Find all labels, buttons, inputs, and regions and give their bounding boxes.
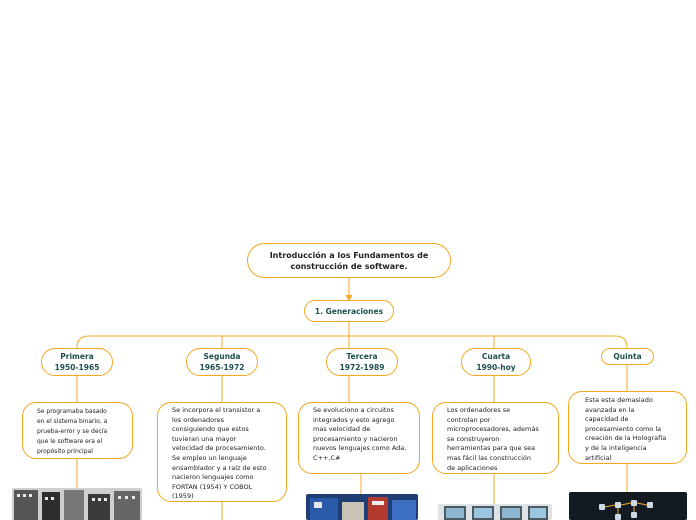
desc-text: Se incorpora el transistor a los ordenadores consiguiendo que estos tuvieran una mayor velocidad de procesamiento. Se empleo un lenguaje ensamblador y a raíz de esto nacieron lenguajes como FORTAN (1954) Y COBOL (1959) xyxy=(172,406,267,501)
era-node-segunda[interactable] xyxy=(186,348,258,376)
era-node-primera[interactable] xyxy=(41,348,113,376)
desc-node-segunda[interactable] xyxy=(157,402,287,502)
first-generation-computer-photo xyxy=(12,488,142,520)
era-node-tercera[interactable] xyxy=(326,348,398,376)
desc-node-quinta[interactable] xyxy=(568,391,687,464)
desc-text: Los ordenadores se controlan por microprocesadores, además se construyeron herramientas para que sea mas fácil las construcción de aplicaciones xyxy=(447,406,539,472)
desc-text: Esta esta demasiado avanzada en la capacidad de procesamiento como la creación de la Holografía y de la inteligencia artificial xyxy=(585,396,667,462)
generations-node[interactable] xyxy=(304,300,394,322)
era-node-cuarta[interactable] xyxy=(461,348,531,376)
generations-label: 1. Generaciones xyxy=(314,306,384,316)
root-topic-node[interactable] xyxy=(247,243,451,278)
era-label: Primera 1950-1965 xyxy=(54,352,100,372)
connector-branch-bar xyxy=(77,336,627,348)
fifth-generation-technology-photo xyxy=(569,492,687,520)
fourth-generation-computer-photo xyxy=(438,504,552,520)
third-generation-computer-photo xyxy=(306,494,418,520)
desc-node-primera[interactable] xyxy=(22,402,133,459)
era-label: Cuarta 1990-hoy xyxy=(476,352,516,372)
desc-node-tercera[interactable] xyxy=(298,402,420,474)
desc-text: Se evoluciono a circuitos integrados y esto agrego mas velocidad de procesamiento y nacieron nuevos lenguajes como Ada, C++,C# xyxy=(313,406,407,462)
desc-node-cuarta[interactable] xyxy=(432,402,559,474)
era-node-quinta[interactable] xyxy=(601,348,654,365)
era-label: Tercera 1972-1989 xyxy=(339,352,385,372)
root-topic-label: Introducción a los Fundamentos de construcción de software. xyxy=(269,250,429,271)
era-label: Quinta xyxy=(613,352,642,361)
desc-text: Se programaba basado en el sistema binario, a prueba-error y se decía que le software era el propósito principal xyxy=(37,408,108,455)
era-label: Segunda 1965-1972 xyxy=(199,352,245,372)
